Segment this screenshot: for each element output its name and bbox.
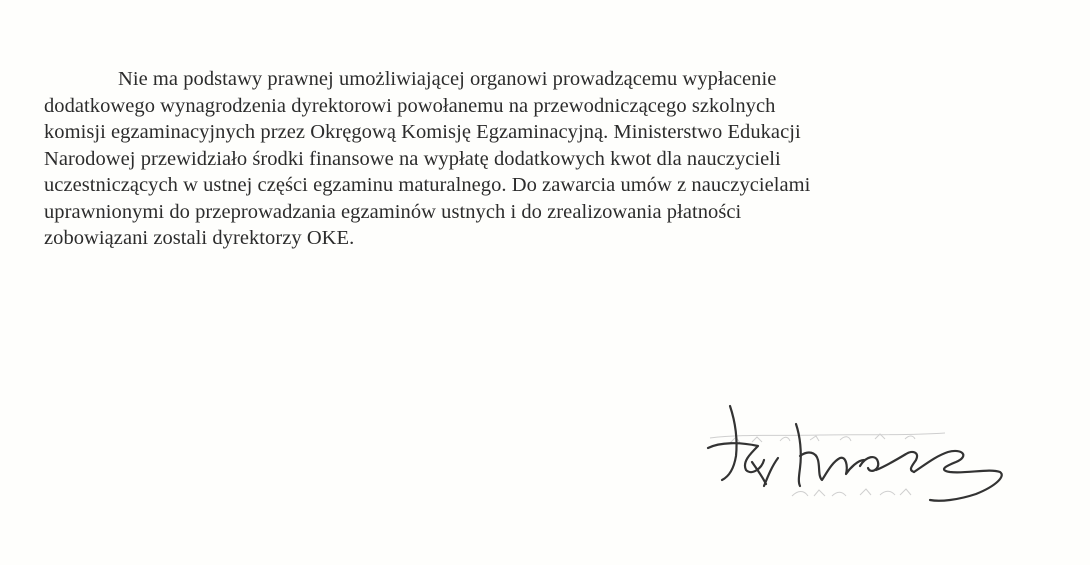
signature-strokes [708,406,1002,501]
paragraph-line: Nie ma podstawy prawnej umożliwiającej organowi prowadzącemu wypłacenie [118,68,777,90]
paragraph-line: uczestniczących w ustnej części egzaminu maturalnego. Do zawarcia umów z nauczycielami [44,174,811,196]
paragraph-line: Narodowej przewidziało środki finansowe na wypłatę dodatkowych kwot dla nauczycieli [44,147,781,170]
paragraph-line: zobowiązani zostali dyrektorzy OKE. [44,227,355,249]
body-paragraph [44,66,1044,252]
paragraph-line: komisji egzaminacyjnych przez Okręgową Komisję Egzaminacyjną. Ministerstwo Edukacji [44,121,801,143]
paragraph-line: dodatkowego wynagrodzenia dyrektorowi powołanemu na przewodniczącego szkolnych [44,94,776,117]
handwritten-signature [700,396,1020,526]
paragraph-line: uprawnionymi do przeprowadzania egzaminów ustnych i do zrealizowania płatności [44,200,742,223]
